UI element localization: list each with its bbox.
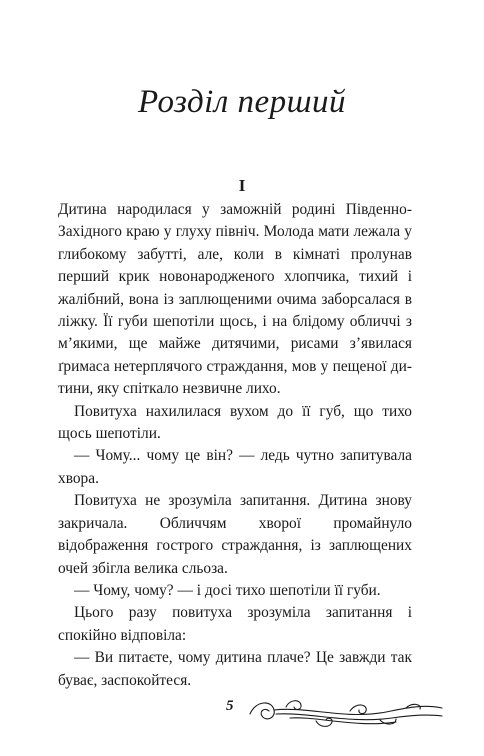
paragraph: Повитуха не зрозуміла запитання. Дитина знову закричала. Обличчям хворої промайнуло відображення гострого страждання, із заплющених очей збігла велика сльоза. xyxy=(58,492,412,577)
flourish-ornament-icon xyxy=(246,690,446,734)
paragraph: Дитина народилася у заможній родині Південно-Західного краю у глуху північ. Молода мати лежала у глибокому забутті, але, коли в кімнаті пролунав перший крик новонародженого хлопчика, тихий і жалібний, вона із заплющеними очима заборсалася в ліжку. Її губи шепотіли щось, і на блідому обличчі з м’якими, ще майже дитячими, рисами з’явилася ґримаса нетерплячого страждання, мов у пещеної дитини, яку спіткало незвичне лихо. xyxy=(58,201,412,398)
paragraph: Цього разу повитуха зрозуміла запитання і спокійно відповіла: xyxy=(58,604,412,644)
body-text xyxy=(58,199,412,692)
paragraph: Повитуха нахилилася вухом до її губ, що тихо щось шепотіли. xyxy=(58,402,412,443)
page-number: 5 xyxy=(226,698,234,714)
page-footer xyxy=(210,690,450,738)
section-numeral: I xyxy=(238,176,246,195)
paragraph: — Чому, чому? — і досі тихо шепотіли її губи. xyxy=(74,581,381,599)
paragraph: — Ви питаєте, чому дитина плаче? Це завжди так буває, заспокойтеся. xyxy=(58,649,412,689)
chapter-title: Розділ перший xyxy=(137,84,347,120)
paragraph: — Чому... чому це він? — ледь чутно запитувала хвора. xyxy=(58,447,412,487)
